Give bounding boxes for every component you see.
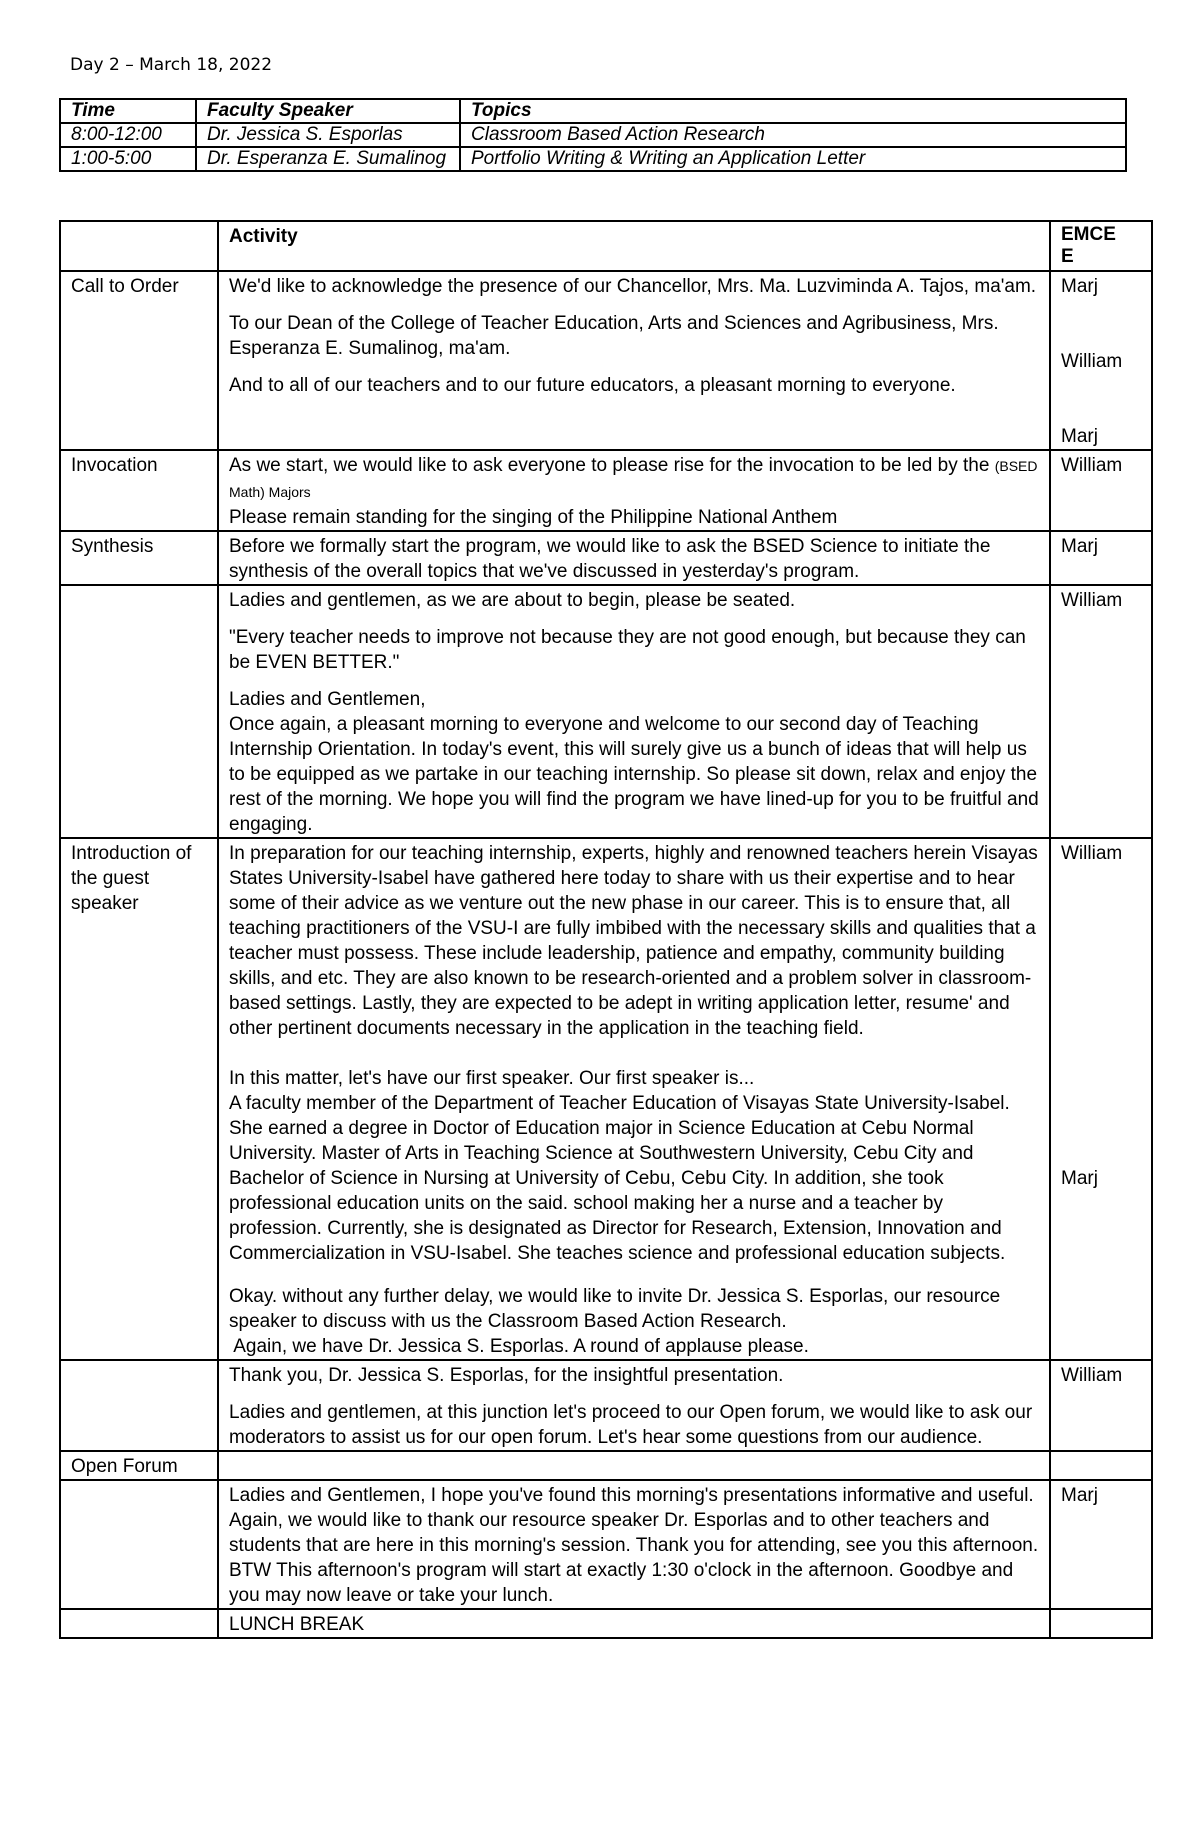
- script-paragraph: [229, 687, 1039, 837]
- schedule-time: 8:00-12:00: [60, 123, 196, 147]
- part-introduction: Introduction of the guest speaker: [60, 838, 218, 1360]
- schedule-header-topics: Topics: [460, 99, 1126, 123]
- emcee-name: William: [1061, 843, 1123, 864]
- schedule-table: [59, 98, 1127, 172]
- part-call-to-order: Call to Order: [60, 271, 218, 450]
- part-empty: [60, 1360, 218, 1451]
- speaker-bio: A faculty member of the Department of Teacher Education of Visayas State University-Isabel. She earned a degree in Doctor of Education major in Science Education at Cebu Normal University. Master of Arts in Teaching Science at Southwestern University, Cebu City and Bachelor of Science in Nursing at University of Cebu, Cebu City. In addition, she took professional education units on the said. school making her a nurse and a teacher by profession. Currently, she is designated as Director for Research, Extension, Innovation and Commercialization in VSU-Isabel. She teaches science and professional education subjects.: [229, 1093, 1010, 1264]
- schedule-topic: Portfolio Writing & Writing an Application Letter: [460, 147, 1126, 171]
- activity-introduction: [218, 838, 1050, 1360]
- row-synthesis: [60, 531, 1152, 585]
- schedule-topic: Classroom Based Action Research: [460, 123, 1126, 147]
- activity-thanks: [218, 1360, 1050, 1451]
- script-paragraph: Ladies and gentlemen, at this junction let's proceed to our Open forum, we would like to ask our moderators to assist us for our open forum. Let's hear some questions from our audience.: [229, 1402, 1033, 1448]
- schedule-time: 1:00-5:00: [60, 147, 196, 171]
- activity-invocation: [218, 450, 1050, 531]
- script-paragraph: Thank you, Dr. Jessica S. Esporlas, for the insightful presentation.: [229, 1365, 784, 1386]
- emcee-closing: Marj: [1050, 1480, 1152, 1609]
- majors-note: (BSED Math) Majors: [229, 458, 1038, 500]
- emcee-empty: [1050, 1609, 1152, 1638]
- row-invocation: [60, 450, 1152, 531]
- schedule-speaker: Dr. Jessica S. Esporlas: [196, 123, 460, 147]
- schedule-row: [60, 123, 1126, 147]
- part-empty: [60, 1609, 218, 1638]
- emcee-name: William: [1061, 351, 1123, 372]
- row-closing: [60, 1480, 1152, 1609]
- emcee-name: Marj: [1061, 276, 1098, 297]
- schedule-header-row: [60, 99, 1126, 123]
- row-welcome: [60, 585, 1152, 838]
- script-paragraph: [229, 1284, 1039, 1359]
- script-paragraph: In preparation for our teaching internship, experts, highly and renowned teachers herein Visayas States University-Isabel have gathered here today to share with us their expertise and to hear some of their advice as we venture out the new phase in our career. This is to ensure that, all teaching practitioners of the VSU-I are fully imbibed with the necessary skills and qualities that a teacher must possess. These include leadership, patience and empathy, community building skills, and etc. They are also known to be research-oriented and a problem solver in classroom-based settings. Lastly, they are expected to be adept in writing application letter, resume' and other pertinent documents necessary in the application in the teaching field.: [229, 843, 1038, 1039]
- script-paragraph: To our Dean of the College of Teacher Education, Arts and Sciences and Agribusiness, Mrs. Esperanza E. Sumalinog, ma'am.: [229, 313, 999, 359]
- part-invocation: Invocation: [60, 450, 218, 531]
- script-text: In this matter, let's have our first speaker. Our first speaker is...: [229, 1068, 755, 1089]
- script-paragraph: [229, 1066, 1039, 1266]
- activity-welcome: [218, 585, 1050, 838]
- part-synthesis: Synthesis: [60, 531, 218, 585]
- part-empty: [60, 1480, 218, 1609]
- part-empty: [60, 585, 218, 838]
- script-text: Ladies and Gentlemen,: [229, 689, 426, 710]
- script-text: Once again, a pleasant morning to everyone and welcome to our second day of Teaching Internship Orientation. In today's event, this will surely give us a bunch of ideas that will help us to be equipped as we partake in our teaching internship. So please sit down, relax and enjoy the rest of the morning. We hope you will find the program we have lined-up for you to be fruitful and engaging.: [229, 714, 1039, 835]
- page-title: Day 2 – March 18, 2022: [70, 55, 273, 75]
- emcee-name: Marj: [1061, 1168, 1098, 1189]
- activity-empty: [218, 1451, 1050, 1480]
- emcee-welcome: William: [1050, 585, 1152, 838]
- emcee-call-to-order: [1050, 271, 1152, 450]
- activity-call-to-order: [218, 271, 1050, 450]
- program-header-row: [60, 221, 1152, 271]
- script-paragraph: We'd like to acknowledge the presence of our Chancellor, Mrs. Ma. Luzviminda A. Tajos, ma'am.: [229, 276, 1037, 297]
- emcee-thanks: William: [1050, 1360, 1152, 1451]
- script-text: Please remain standing for the singing of the Philippine National Anthem: [229, 507, 838, 528]
- row-introduction: [60, 838, 1152, 1360]
- row-call-to-order: [60, 271, 1152, 450]
- schedule-row: [60, 147, 1126, 171]
- activity-synthesis: Before we formally start the program, we would like to ask the BSED Science to initiate the synthesis of the overall topics that we've discussed in yesterday's program.: [218, 531, 1050, 585]
- schedule-header-time: Time: [60, 99, 196, 123]
- emcee-synthesis: Marj: [1050, 531, 1152, 585]
- script-paragraph: Ladies and gentlemen, as we are about to begin, please be seated.: [229, 590, 796, 611]
- script-text: Okay. without any further delay, we would like to invite Dr. Jessica S. Esporlas, our resource speaker to discuss with us the Classroom Based Action Research.: [229, 1286, 1001, 1332]
- activity-closing: Ladies and Gentlemen, I hope you've found this morning's presentations informative and useful. Again, we would like to thank our resource speaker Dr. Esporlas and to other teachers and students that are here in this morning's session. Thank you for attending, see you this afternoon. BTW This afternoon's program will start at exactly 1:30 o'clock in the afternoon. Goodbye and you may now leave or take your lunch.: [218, 1480, 1050, 1609]
- program-table: [59, 220, 1153, 1639]
- emcee-name: Marj: [1061, 426, 1098, 447]
- row-thanks: [60, 1360, 1152, 1451]
- script-text: Again, we have Dr. Jessica S. Esporlas. A round of applause please.: [229, 1336, 809, 1357]
- row-lunch: [60, 1609, 1152, 1638]
- script-paragraph: And to all of our teachers and to our future educators, a pleasant morning to everyone.: [229, 375, 956, 396]
- emcee-introduction: [1050, 838, 1152, 1360]
- schedule-speaker: Dr. Esperanza E. Sumalinog: [196, 147, 460, 171]
- row-open-forum: [60, 1451, 1152, 1480]
- part-open-forum: Open Forum: [60, 1451, 218, 1480]
- schedule-header-speaker: Faculty Speaker: [196, 99, 460, 123]
- quote-paragraph: "Every teacher needs to improve not because they are not good enough, but because they can be EVEN BETTER.": [229, 627, 1026, 673]
- activity-lunch: LUNCH BREAK: [218, 1609, 1050, 1638]
- emcee-empty: [1050, 1451, 1152, 1480]
- program-header-emcee: EMCE E: [1050, 221, 1152, 271]
- script-text: As we start, we would like to ask everyone to please rise for the invocation to be led by the: [229, 455, 990, 476]
- program-header-part: [60, 221, 218, 271]
- emcee-invocation: William: [1050, 450, 1152, 531]
- program-header-activity: Activity: [218, 221, 1050, 271]
